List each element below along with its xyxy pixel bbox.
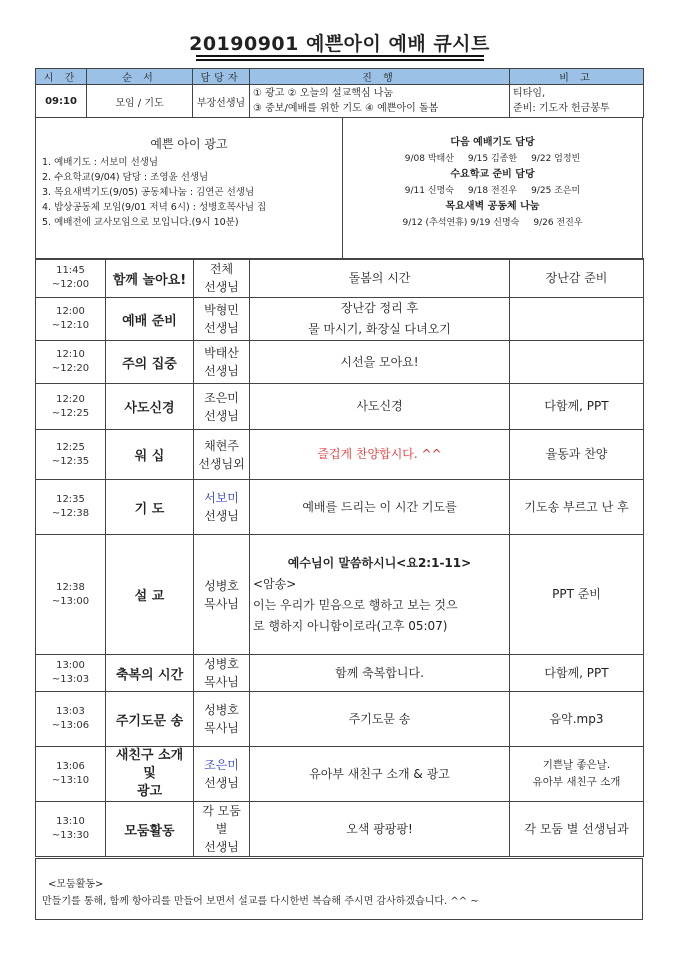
person-cell: [194, 747, 250, 802]
time-start: 12:35: [56, 494, 85, 505]
person-line1: 조은미: [204, 758, 239, 772]
person-line2: 선생님: [204, 364, 239, 378]
table-row: [36, 692, 644, 747]
note-cell: [510, 341, 644, 384]
time-cell: [36, 384, 106, 430]
prep-progress-line2: ③ 중보/예배를 위한 기도 ④ 예쁜아이 돌봄: [253, 103, 439, 114]
person-line1: 박태산: [204, 346, 239, 360]
time-start: 13:06: [56, 761, 85, 772]
person-line1: 박형민: [204, 303, 239, 317]
time-start: 13:03: [56, 706, 85, 717]
duty-entry: 9/15 김종한: [467, 154, 518, 164]
duty-roster: [343, 118, 642, 259]
time-start: 13:00: [56, 660, 85, 671]
note-cell: PPT 준비: [510, 535, 644, 655]
title-underline: [196, 55, 484, 57]
prep-person: 부장선생님: [193, 85, 250, 118]
progress-cell: 유아부 새친구 소개 & 광고: [250, 747, 510, 802]
prep-note: [510, 85, 644, 118]
time-cell: [36, 298, 106, 341]
time-cell: [36, 692, 106, 747]
duty-entries-thursday: [343, 215, 642, 231]
note-cell: 장난감 준비: [510, 259, 644, 298]
order-cell: 기 도: [106, 480, 194, 535]
memory-verse-label: <암송>: [253, 576, 297, 591]
order-cell: 예배 준비: [106, 298, 194, 341]
duty-entry: 9/18 전진우: [467, 186, 518, 196]
page-title: 20190901 예쁜아이 예배 큐시트: [189, 33, 490, 55]
person-line2: 선생님: [204, 408, 239, 423]
person-cell: [194, 384, 250, 430]
time-start: 11:45: [56, 265, 85, 276]
activity-text: 만들기를 통해, 함께 항아리를 만들어 보면서 설교를 다시한번 복습해 주시면 감사하겠습니다. ^^ ~: [42, 896, 479, 907]
progress-cell: [250, 298, 510, 341]
duty-entry: 9/26 전진우: [533, 218, 583, 228]
person-line2: 선생님: [204, 776, 239, 790]
progress-cell: 즐겁게 찬양합시다. ^^: [250, 430, 510, 480]
schedule-table: [35, 258, 644, 857]
person-cell: [194, 802, 250, 857]
time-end: ~13:30: [51, 830, 90, 841]
order-cell: 주의 집중: [106, 341, 194, 384]
person-line1: 성병호: [204, 657, 239, 671]
time-end: ~13:03: [51, 674, 90, 685]
announcement-item: 2. 수요학교(9/04) 담당 : 조영윤 선생님: [42, 172, 209, 183]
col-header-order: 순 서: [87, 69, 193, 85]
header-table: [35, 68, 644, 118]
memory-verse-line2: 로 행하지 아니함이로라(고후 05:07): [253, 618, 448, 633]
note-cell: [510, 747, 644, 802]
person-cell: [194, 692, 250, 747]
time-end: ~13:00: [51, 595, 90, 607]
order-cell: 축복의 시간: [106, 655, 194, 692]
progress-cell: 오색 팡팡팡!: [250, 802, 510, 857]
progress-line1: 장난감 정리 후: [340, 301, 419, 315]
person-cell: [194, 480, 250, 535]
note-cell: 각 모둠 별 선생님과: [510, 802, 644, 857]
note-cell: 음악.mp3: [510, 692, 644, 747]
table-row: [36, 430, 644, 480]
person-line2: 선생님: [204, 321, 239, 335]
order-cell: 워 십: [106, 430, 194, 480]
table-row: [36, 384, 644, 430]
time-cell: [36, 655, 106, 692]
memory-verse-line1: 이는 우리가 믿음으로 행하고 보는 것으: [253, 597, 458, 612]
duty-heading-wednesday: 수요학교 준비 담당: [450, 169, 535, 180]
person-line2: 선생님: [204, 509, 239, 523]
time-cell: [36, 535, 106, 655]
duty-heading-prayer: 다음 예배기도 담당: [450, 137, 535, 148]
duty-entry: 9/08 박태산: [404, 154, 454, 164]
duty-entry: 9/22 엄정빈: [531, 154, 581, 164]
person-line2: 목사님: [204, 596, 239, 611]
table-row: [36, 655, 644, 692]
person-line1: 서보미: [204, 491, 239, 505]
time-cell: [36, 430, 106, 480]
person-line1: 성병호: [204, 703, 239, 717]
sermon-title: 예수님이 말씀하시니<요2:1-11>: [287, 555, 472, 570]
time-end: ~12:10: [51, 320, 90, 331]
table-row: [36, 480, 644, 535]
announcement-item: 1. 예배기도 : 서보미 선생님: [42, 157, 159, 168]
progress-cell: 시선을 모아요!: [250, 341, 510, 384]
note-cell: 기도송 부르고 난 후: [510, 480, 644, 535]
progress-cell: 사도신경: [250, 384, 510, 430]
time-cell: [36, 480, 106, 535]
person-cell: [194, 430, 250, 480]
person-line2: 선생님: [204, 280, 239, 294]
person-cell: [194, 259, 250, 298]
prep-time: 09:10: [36, 85, 87, 118]
prep-progress: [250, 85, 510, 118]
progress-cell: 함께 축복합니다.: [250, 655, 510, 692]
table-row: [36, 747, 644, 802]
note-cell: [510, 298, 644, 341]
person-cell: [194, 298, 250, 341]
order-cell: 주기도문 송: [106, 692, 194, 747]
col-header-person: 담당자: [193, 69, 250, 85]
person-line1: 전체: [209, 262, 234, 276]
person-line2: 목사님: [204, 675, 239, 689]
time-start: 12:20: [56, 393, 85, 405]
header-row: [36, 69, 644, 85]
prep-progress-line1: ① 광고 ② 오늘의 설교핵심 나눔: [253, 88, 394, 99]
prep-order: 모임 / 기도: [87, 85, 193, 118]
time-start: 12:10: [56, 349, 85, 360]
duty-entry: 9/25 조은미: [531, 186, 581, 196]
col-header-progress: 진 행: [250, 69, 510, 85]
announcements-title: 예쁜 아이 광고: [150, 137, 228, 151]
table-row: [36, 259, 644, 298]
order-cell: 사도신경: [106, 384, 194, 430]
duty-entry: 9/12 (추석연휴) 9/19 신명숙: [402, 218, 520, 228]
prep-row: [36, 85, 644, 118]
person-line1: 성병호: [204, 578, 239, 593]
person-cell: [194, 341, 250, 384]
progress-line2: 물 마시기, 화장실 다녀오기: [308, 322, 451, 336]
announcements: [36, 118, 343, 259]
person-line2: 선생님외: [198, 456, 245, 471]
time-start: 12:25: [56, 441, 85, 453]
time-end: ~13:10: [51, 775, 90, 786]
announcement-item: 5. 예배전에 교사모임으로 모입니다.(9시 10분): [42, 217, 239, 228]
time-start: 12:00: [56, 306, 85, 317]
time-end: ~13:06: [51, 720, 90, 731]
notice-box: [35, 117, 643, 260]
person-line1: 채현주: [204, 438, 239, 453]
person-line1: 각 모둠별: [202, 804, 241, 836]
table-row: [36, 341, 644, 384]
table-row: [36, 298, 644, 341]
col-header-note: 비 고: [510, 69, 644, 85]
time-start: 13:10: [56, 816, 85, 827]
person-line2: 목사님: [204, 721, 239, 735]
prep-note-line2: 준비: 기도자 헌금봉투: [513, 103, 610, 114]
note-cell: 율동과 찬양: [510, 430, 644, 480]
person-cell: [194, 535, 250, 655]
person-cell: [194, 655, 250, 692]
time-end: ~12:35: [51, 455, 90, 467]
sermon-cell: [250, 535, 510, 655]
duty-entries-wednesday: [343, 183, 642, 199]
note-line1: 기쁜날 좋은날.: [542, 759, 611, 771]
time-end: ~12:38: [51, 508, 90, 519]
col-header-time: 시 간: [36, 69, 87, 85]
time-cell: [36, 341, 106, 384]
progress-cell: 주기도문 송: [250, 692, 510, 747]
prep-note-line1: 티타임,: [513, 88, 546, 99]
progress-cell: 예배를 드리는 이 시간 기도를: [250, 480, 510, 535]
order-line2: 광고: [136, 784, 163, 799]
time-cell: [36, 259, 106, 298]
time-end: ~12:00: [51, 279, 90, 290]
title-underline-2: [196, 59, 484, 61]
time-start: 12:38: [56, 581, 85, 593]
order-cell: 모둠활동: [106, 802, 194, 857]
note-cell: 다함께, PPT: [510, 655, 644, 692]
time-end: ~12:20: [51, 363, 90, 374]
duty-entries-prayer: [343, 151, 642, 167]
progress-cell: 돌봄의 시간: [250, 259, 510, 298]
activity-heading: <모둠활동>: [48, 879, 104, 890]
announcement-item: 4. 밥상공동체 모임(9/01 저녁 6시) : 성병호목사님 집: [42, 202, 267, 213]
table-row: [36, 535, 644, 655]
announcement-item: 3. 목요새벽기도(9/05) 공동체나눔 : 김연곤 선생님: [42, 187, 255, 198]
note-line2: 유아부 새친구 소개: [532, 776, 621, 788]
time-cell: [36, 802, 106, 857]
note-cell: 다함께, PPT: [510, 384, 644, 430]
order-cell: 함께 놀아요!: [106, 259, 194, 298]
order-cell: 설 교: [106, 535, 194, 655]
person-line2: 선생님: [204, 840, 239, 854]
duty-heading-thursday: 목요새벽 공동체 나눔: [445, 201, 540, 212]
duty-entry: 9/11 신명숙: [404, 186, 454, 196]
time-cell: [36, 747, 106, 802]
order-line1: 새친구 소개 및: [115, 748, 184, 781]
table-row: [36, 802, 644, 857]
person-line1: 조은미: [204, 390, 239, 405]
time-end: ~12:25: [51, 407, 90, 419]
activity-box: [35, 858, 643, 920]
order-cell: [106, 747, 194, 802]
